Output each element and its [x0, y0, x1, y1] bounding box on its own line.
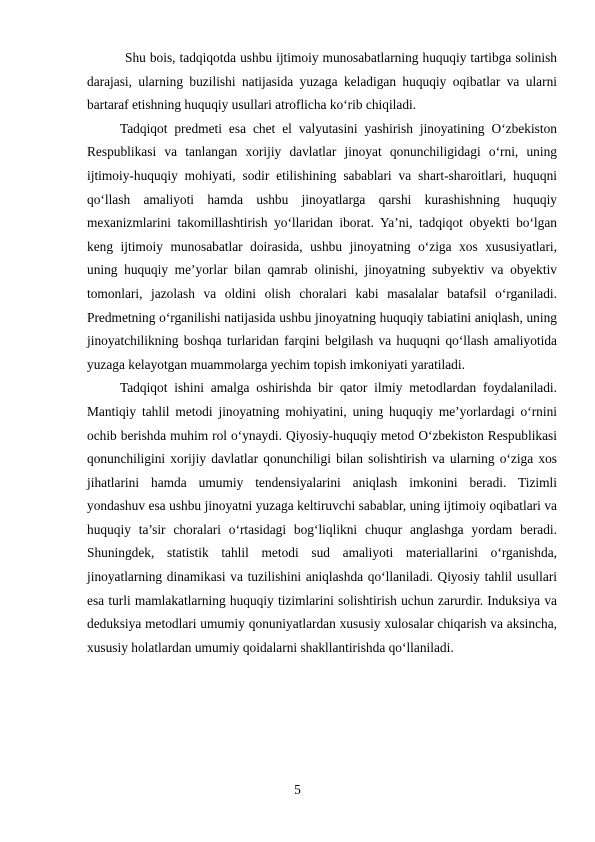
paragraph-research-methods: Tadqiqot ishini amalga oshirishda bir qator ilmiy metodlardan foydalaniladi. Mantiqiy tahlil metodi jinoyatning mohiyatini, uning huquqiy me’yorlardagi o‘rnini ochib berishda muhim rol o‘ynaydi. Qiyosiy-huquqiy metod O‘zbekiston Respublikasi qonunchiligini xorijiy davlatlar qonunchiligi bilan solishtirish va ularning o‘ziga xos jihatlarini hamda umumiy tendensiyalarini aniqlash imkonini beradi. Tizimli yondashuv esa ushbu jinoyatni yuzaga keltiruvchi sabablar, uning ijtimoiy oqibatlari va huquqiy ta’sir choralari o‘rtasidagi bog‘liqlikni chuqur anglashga yordam beradi. Shuningdek, statistik tahlil metodi sud amaliyoti materiallarini o‘rganishda, jinoyatlarning dinamikasi va tuzilishini aniqlashda qo‘llaniladi. Qiyosiy tahlil usullari esa turli mamlakatlarning huquqiy tizimlarini solishtirish uchun zarurdir. Induksiya va deduksiya metodlari umumiy qonuniyatlardan xususiy xulosalar chiqarish va aksincha, xususiy holatlardan umumiy qoidalarni shakllantirishda qo‘llaniladi. — [87, 380, 557, 655]
page-number: 5 — [294, 782, 301, 797]
paragraph-intro: Shu bois, tadqiqotda ushbu ijtimoiy munosabatlarning huquqiy tartibga solinish darajasi, ularning buzilishi natijasida yuzaga keladigan huquqiy oqibatlar va ularni bartaraf etishning huquqiy usullari atroflicha ko‘rib chiqiladi. — [87, 50, 557, 113]
paragraph-research-subject: Tadqiqot predmeti esa chet el valyutasini yashirish jinoyatining O‘zbekiston Respublikasi va tanlangan xorijiy davlatlar jinoyat qonunchiligidagi o‘rni, uning ijtimoiy-huquqiy mohiyati, sodir etilishining sabablari va shart-sharoitlari, huquqni qo‘llash amaliyoti hamda ushbu jinoyatlarga qarshi kurashishning huquqiy mexanizmlarini takomillashtirish yo‘llaridan iborat. Ya’ni, tadqiqot obyekti bo‘lgan keng ijtimoiy munosabatlar doirasida, ushbu jinoyatning o‘ziga xos xususiyatlari, uning huquqiy me’yorlar bilan qamrab olinishi, jinoyatning subyektiv va obyektiv tomonlari, jazolash va oldini olish choralari kabi masalalar batafsil o‘rganiladi. Predmetning o‘rganilishi natijasida ushbu jinoyatning huquqiy tabiatini aniqlash, uning jinoyatchilikning boshqa turlaridan farqini belgilash va huquqni qo‘llash amaliyotida yuzaga kelayotgan muammolarga yechim topish imkoniyati yaratiladi. — [87, 120, 557, 372]
body-text — [87, 46, 557, 659]
